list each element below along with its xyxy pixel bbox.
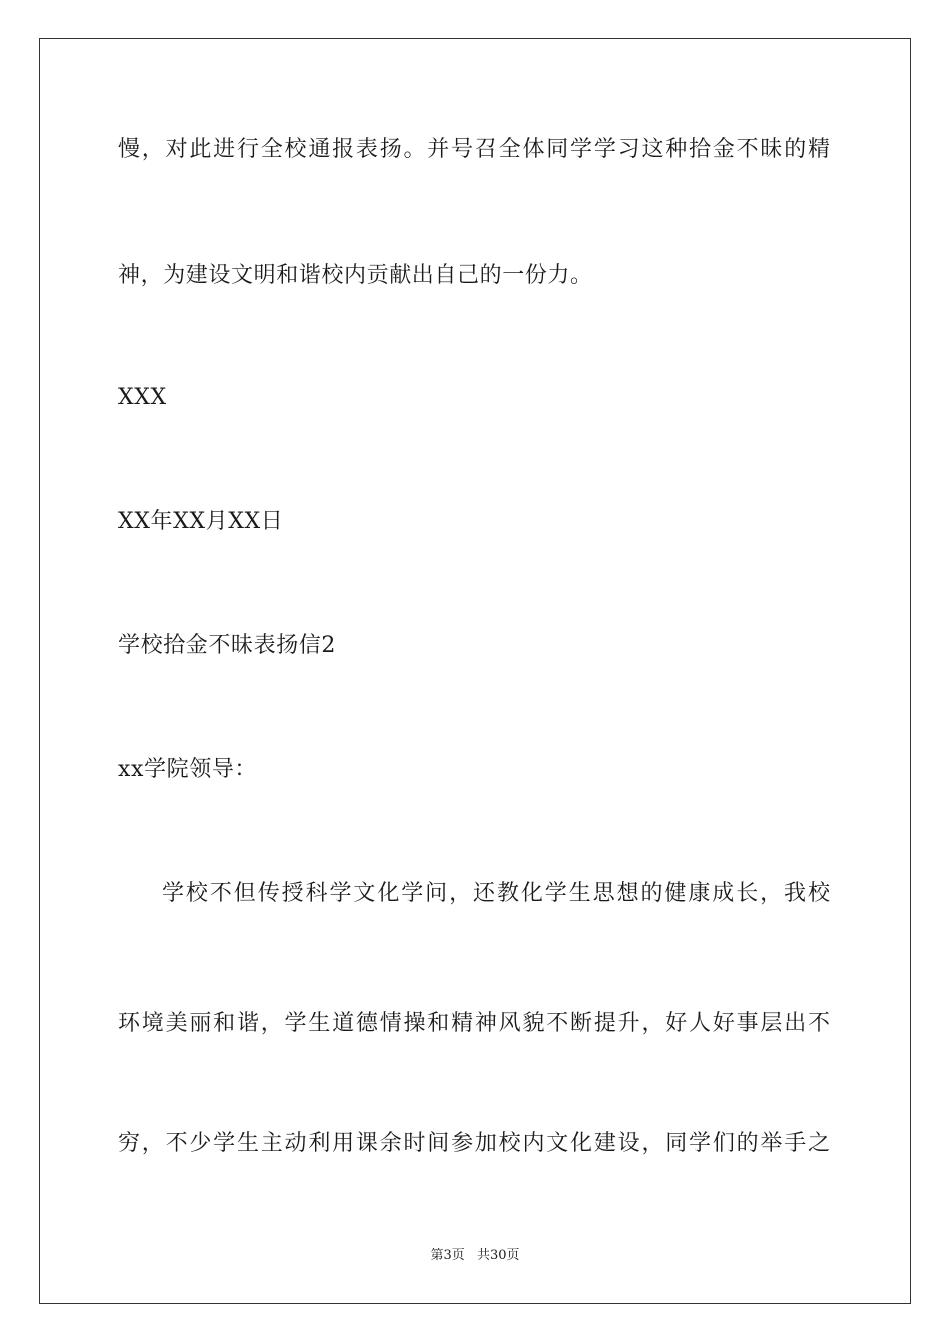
body-text-line: 穷，不少学生主动利用课余时间参加校内文化建设，同学们的举手之 [118,1131,830,1156]
page-footer [0,1247,950,1265]
body-text-line: 慢，对此进行全校通报表扬。并号召全体同学学习这种拾金不昧的精 [118,137,830,162]
signature-name: XXX [118,385,167,410]
body-text-line: 学校不但传授科学文化学问，还教化学生思想的健康成长，我校 [162,881,830,906]
page-number: 第3页 [430,1248,465,1263]
body-text-line: 神，为建设文明和谐校内贡献出自己的一份力。 [118,263,593,288]
letter-title: 学校拾金不昧表扬信2 [118,633,336,658]
signature-date: XX年XX月XX日 [118,509,284,534]
body-text-line: 环境美丽和谐，学生道德情操和精神风貌不断提升，好人好事层出不 [118,1011,830,1036]
salutation: xx学院领导： [118,757,258,782]
page-frame [39,38,911,1304]
page-total: 共30页 [476,1248,520,1263]
